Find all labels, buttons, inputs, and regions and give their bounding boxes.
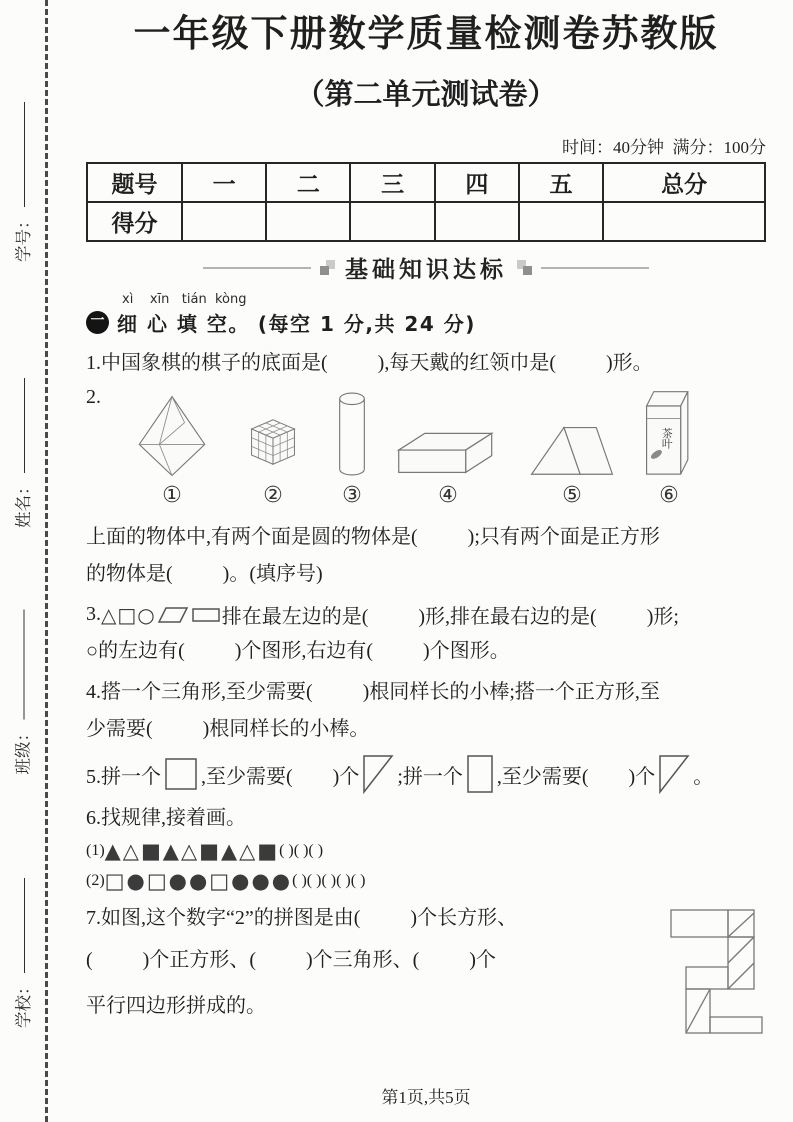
badge-numeral: 一 <box>90 313 105 329</box>
score-table <box>86 162 766 242</box>
sidebar-field-name <box>10 378 34 528</box>
student-number-label: 学号： <box>14 212 33 262</box>
score-cell-empty <box>350 202 434 241</box>
object-number-label: ③ <box>342 483 362 509</box>
question-6-title: 6.找规律,接着画。 <box>86 807 246 830</box>
question-6-line1-number: (1) <box>86 842 105 860</box>
question-6-line2-blanks: ( )( )( )( )( ) <box>292 872 366 890</box>
object-number-label: ② <box>263 483 283 509</box>
question-4-line2: 少需要( )根同样长的小棒。 <box>86 718 370 741</box>
question-5-seg1: 5.拼一个 <box>86 765 161 788</box>
question-6-line2 <box>86 869 766 893</box>
right-triangle-icon <box>658 754 690 794</box>
question-6-line1 <box>86 839 766 863</box>
school-label: 学校： <box>14 978 33 1028</box>
question-2-line1: 上面的物体中,有两个面是圆的物体是( );只有两个面是正方形 <box>86 526 660 549</box>
score-header-cell: 题号 <box>87 163 182 202</box>
question-1-text: 1.中国象棋的棋子的底面是( ),每天戴的红领巾是( )形。 <box>86 352 653 375</box>
score-header-cell: 一 <box>182 163 266 202</box>
section-banner-title: 基础知识达标 <box>345 257 507 284</box>
student-number-blank-line <box>24 102 25 208</box>
question-3-number: 3. <box>86 603 101 626</box>
section-number-badge <box>86 311 109 334</box>
page-title: 一年级下册数学质量检测卷苏教版 <box>133 14 719 55</box>
question-5-seg2: ,至少需要( )个 <box>201 765 360 788</box>
question-7-line3: 平行四边形拼成的。 <box>86 995 266 1018</box>
sidebar-field-student-number <box>10 102 34 262</box>
exam-meta: 时间：40分钟 满分：100分 <box>562 138 766 158</box>
object-item <box>643 386 695 508</box>
question-7-line1: 7.如图,这个数字“2”的拼图是由( )个长方形、 <box>86 907 518 930</box>
score-cell-empty <box>266 202 350 241</box>
school-blank-line <box>24 878 25 974</box>
right-triangle-icon <box>362 754 394 794</box>
score-cell-empty <box>603 202 765 241</box>
question-6-line1-blanks: ( )( )( ) <box>279 842 324 860</box>
score-header-cell: 四 <box>435 163 519 202</box>
question-7-text <box>86 903 646 1035</box>
score-row-label: 得分 <box>87 202 182 241</box>
banner-line-right <box>541 267 649 269</box>
banner-squares-icon <box>514 258 534 278</box>
rubiks-cube-icon <box>237 406 309 478</box>
object-item <box>336 390 368 508</box>
question-2 <box>86 386 766 508</box>
score-cell-empty <box>435 202 519 241</box>
question-6-line2-number: (2) <box>86 872 105 890</box>
page-number: 第1页,共5页 <box>381 1088 471 1107</box>
object-item <box>134 394 210 508</box>
score-header-cell: 五 <box>519 163 603 202</box>
class-label: 班级： <box>13 725 33 775</box>
part-one-heading-row <box>86 308 766 337</box>
score-header-cell: 三 <box>350 163 434 202</box>
score-cell-empty <box>182 202 266 241</box>
question-3 <box>86 600 766 666</box>
score-table-score-row <box>87 202 765 241</box>
question-6 <box>86 803 766 893</box>
question-2-objects <box>134 386 766 508</box>
question-5 <box>86 754 766 794</box>
cylinder-icon <box>336 390 368 478</box>
pyramid-icon <box>134 394 210 478</box>
name-blank-line <box>24 378 25 474</box>
question-4-line1: 4.搭一个三角形,至少需要( )根同样长的小棒;搭一个正方形,至 <box>86 681 660 704</box>
banner-line-left <box>203 267 311 269</box>
banner-squares-icon <box>318 258 338 278</box>
triangle-pattern-icons: ▲△■▲△■▲△■ <box>104 839 280 864</box>
cuboid-icon <box>395 424 501 478</box>
digit-two-puzzle-figure <box>666 905 766 1035</box>
score-header-cell: 二 <box>266 163 350 202</box>
score-header-cell: 总分 <box>603 163 765 202</box>
triangle-square-circle-icons: △□○ <box>101 602 156 627</box>
exam-content <box>86 12 766 1035</box>
square-icon <box>164 757 198 791</box>
object-item <box>395 424 501 508</box>
name-label: 姓名： <box>14 478 33 528</box>
score-table-header-row <box>87 163 765 202</box>
question-5-seg4: ,至少需要( )个 <box>496 765 656 788</box>
triangular-prism-icon <box>528 422 616 478</box>
part-one-score-note: (每空 1 分,共 24 分) <box>257 312 476 337</box>
object-number-label: ⑤ <box>562 483 582 509</box>
circle-square-pattern-icons: □●□●●□●●● <box>104 869 293 894</box>
part-one-title: 细 心 填 空。 <box>117 312 250 337</box>
object-item <box>528 422 616 508</box>
object-number-label: ① <box>162 483 182 509</box>
object-number-label: ⑥ <box>659 483 679 509</box>
part-one-pinyin: xì xīn tián kòng <box>122 292 247 308</box>
tea-box-icon <box>643 386 695 478</box>
question-7 <box>86 903 766 1035</box>
parallelogram-icon <box>157 606 189 624</box>
question-5-seg5: 。 <box>693 765 714 788</box>
object-item <box>237 406 309 508</box>
rectangle-icon <box>466 754 494 794</box>
rectangle-icon <box>191 606 221 624</box>
question-3-line1 <box>86 600 766 629</box>
question-3-line2: ○的左边有( )个图形,右边有( )个图形。 <box>86 640 510 663</box>
tea-box-label: 茶叶 <box>660 427 674 450</box>
question-7-line2: ( )个正方形、( )个三角形、( )个 <box>86 949 496 972</box>
question-3-line1-text: 排在最左边的是( )形,排在最右边的是( )形; <box>221 606 679 629</box>
page-subtitle: （第二单元测试卷） <box>295 79 557 112</box>
question-2-number: 2. <box>86 386 101 409</box>
section-banner <box>86 251 766 284</box>
class-blank-line <box>23 610 24 721</box>
score-cell-empty <box>519 202 603 241</box>
object-number-label: ④ <box>438 483 458 509</box>
binding-dashed-line <box>45 0 48 1122</box>
sidebar-field-class <box>10 610 34 775</box>
question-5-seg3: ;拼一个 <box>397 765 463 788</box>
sidebar-field-school <box>10 878 34 1028</box>
question-2-line2: 的物体是( )。(填序号) <box>86 563 323 586</box>
